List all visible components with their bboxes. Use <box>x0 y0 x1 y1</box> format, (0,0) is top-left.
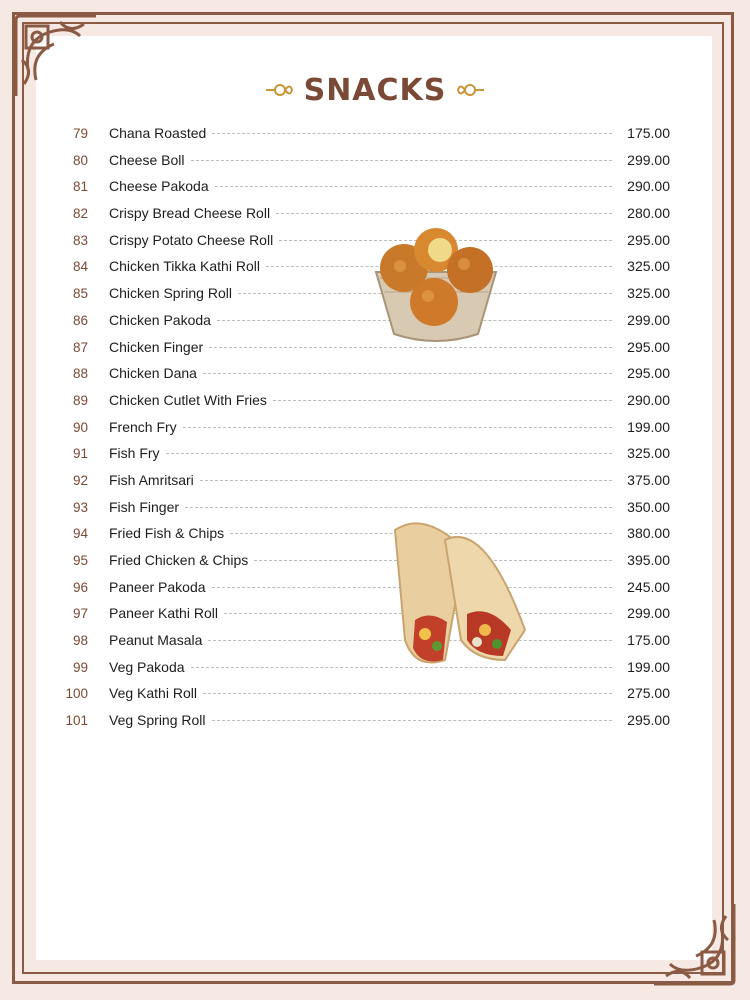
menu-item-number: 98 <box>72 633 88 649</box>
menu-item-price: 245.00 <box>627 578 670 595</box>
ornamental-corner-icon <box>648 898 740 990</box>
menu-item-number: 84 <box>72 259 88 275</box>
menu-item <box>52 200 670 227</box>
kathi-roll-photo <box>385 510 535 670</box>
menu-item-price: 295.00 <box>627 365 670 382</box>
menu-item-name: Chicken Spring Roll <box>109 285 232 302</box>
dotted-leader <box>185 507 612 508</box>
menu-item-name: Fish Amritsari <box>109 471 194 488</box>
menu-item-price: 295.00 <box>627 338 670 355</box>
menu-item-price: 325.00 <box>627 258 670 275</box>
menu-item-name: Cheese Pakoda <box>109 178 209 195</box>
menu-item-price: 280.00 <box>627 205 670 222</box>
menu-item-price: 275.00 <box>627 685 670 702</box>
dotted-leader <box>200 480 612 481</box>
menu-item <box>52 574 670 601</box>
menu-item <box>52 467 670 494</box>
menu-item-number: 93 <box>72 499 88 515</box>
dotted-leader <box>212 133 612 134</box>
menu-item-name: Cheese Boll <box>109 151 185 168</box>
menu-item <box>52 227 670 254</box>
menu-item-price: 325.00 <box>627 285 670 302</box>
menu-item <box>52 440 670 467</box>
menu-item-price: 299.00 <box>627 605 670 622</box>
menu-item-price: 290.00 <box>627 391 670 408</box>
menu-item-number: 95 <box>72 553 88 568</box>
menu-item-name: Veg Pakoda <box>109 658 185 675</box>
menu-item <box>52 360 670 387</box>
dotted-leader <box>276 213 612 214</box>
menu-item-name: Crispy Bread Cheese Roll <box>109 205 271 222</box>
cheese-balls-photo <box>370 222 502 346</box>
menu-item <box>52 173 670 200</box>
menu-item-number: 86 <box>72 312 88 328</box>
menu-item-price: 175.00 <box>627 632 670 649</box>
menu-item-number: 82 <box>72 206 88 222</box>
menu-item-price: 325.00 <box>627 445 670 462</box>
menu-item <box>52 120 670 147</box>
menu-item <box>52 414 670 441</box>
dotted-leader <box>191 160 613 161</box>
menu-item <box>52 280 670 307</box>
menu-item-number: 90 <box>72 419 88 435</box>
menu-item <box>52 680 670 707</box>
menu-item-name: Chicken Dana <box>109 365 197 382</box>
menu-item <box>52 494 670 521</box>
menu-item-price: 380.00 <box>627 525 670 542</box>
menu-item-number: 92 <box>72 472 88 488</box>
menu-item-number: 83 <box>72 232 88 248</box>
flourish-icon <box>264 79 294 101</box>
menu-item-name: Veg Spring Roll <box>109 712 206 729</box>
menu-item-price: 295.00 <box>627 231 670 248</box>
menu-item-number: 94 <box>72 526 88 542</box>
menu-item-number: 87 <box>72 339 88 355</box>
menu-item-price: 395.00 <box>627 552 670 568</box>
menu-item-price: 375.00 <box>627 471 670 488</box>
menu-item-number: 89 <box>72 392 88 408</box>
menu-item-name: Paneer Pakoda <box>109 578 206 595</box>
menu-item-name: Fried Fish & Chips <box>109 525 225 542</box>
menu-item-number: 80 <box>72 152 88 168</box>
menu-item-number: 79 <box>72 126 88 141</box>
dotted-leader <box>209 347 612 348</box>
menu-item-number: 99 <box>72 659 88 675</box>
menu-item <box>52 387 670 414</box>
dotted-leader <box>215 186 612 187</box>
menu-item-name: Chicken Tikka Kathi Roll <box>109 258 260 275</box>
menu-item-name: Chana Roasted <box>109 125 207 141</box>
flourish-icon <box>456 79 486 101</box>
menu-item-name: Veg Kathi Roll <box>109 685 197 702</box>
menu-item-number: 101 <box>65 713 88 729</box>
menu-item-name: Fish Fry <box>109 445 160 462</box>
menu-item-name: Fried Chicken & Chips <box>109 552 249 568</box>
menu-item-name: French Fry <box>109 418 177 435</box>
dotted-leader <box>183 427 612 428</box>
menu-item-price: 199.00 <box>627 418 670 435</box>
menu-item-number: 97 <box>72 606 88 622</box>
menu-item-name: Chicken Pakoda <box>109 311 211 328</box>
menu-item <box>52 707 670 734</box>
menu-item-name: Chicken Finger <box>109 338 204 355</box>
menu-item <box>52 627 670 654</box>
menu-item-name: Crispy Potato Cheese Roll <box>109 231 274 248</box>
menu-item-number: 85 <box>72 286 88 302</box>
dotted-leader <box>212 720 612 721</box>
page-header <box>0 68 750 112</box>
menu-item <box>52 547 670 574</box>
menu-item-name: Peanut Masala <box>109 632 203 649</box>
menu-item-number: 81 <box>72 179 88 195</box>
menu-item-price: 299.00 <box>627 311 670 328</box>
menu-item <box>52 253 670 280</box>
menu-item-price: 295.00 <box>627 712 670 729</box>
menu-item <box>52 520 670 547</box>
menu-item-number: 88 <box>72 366 88 382</box>
dotted-leader <box>203 373 612 374</box>
menu-item-name: Fish Finger <box>109 498 180 515</box>
menu-item-price: 350.00 <box>627 498 670 515</box>
menu-item-number: 100 <box>65 686 88 702</box>
menu-item-price: 299.00 <box>627 151 670 168</box>
dotted-leader <box>203 693 612 694</box>
menu-item-number: 96 <box>72 579 88 595</box>
menu-item-price: 290.00 <box>627 178 670 195</box>
menu-item-price: 199.00 <box>627 658 670 675</box>
menu-item <box>52 334 670 361</box>
dotted-leader <box>273 400 612 401</box>
menu-item-number: 91 <box>72 446 88 462</box>
menu-list <box>52 120 670 734</box>
menu-item-name: Chicken Cutlet With Fries <box>109 391 267 408</box>
menu-item-name: Paneer Kathi Roll <box>109 605 218 622</box>
menu-item-price: 175.00 <box>627 125 670 141</box>
page-title: SNACKS <box>303 72 447 108</box>
menu-item <box>52 600 670 627</box>
dotted-leader <box>166 453 612 454</box>
menu-item <box>52 654 670 681</box>
menu-item <box>52 147 670 174</box>
menu-item <box>52 307 670 334</box>
